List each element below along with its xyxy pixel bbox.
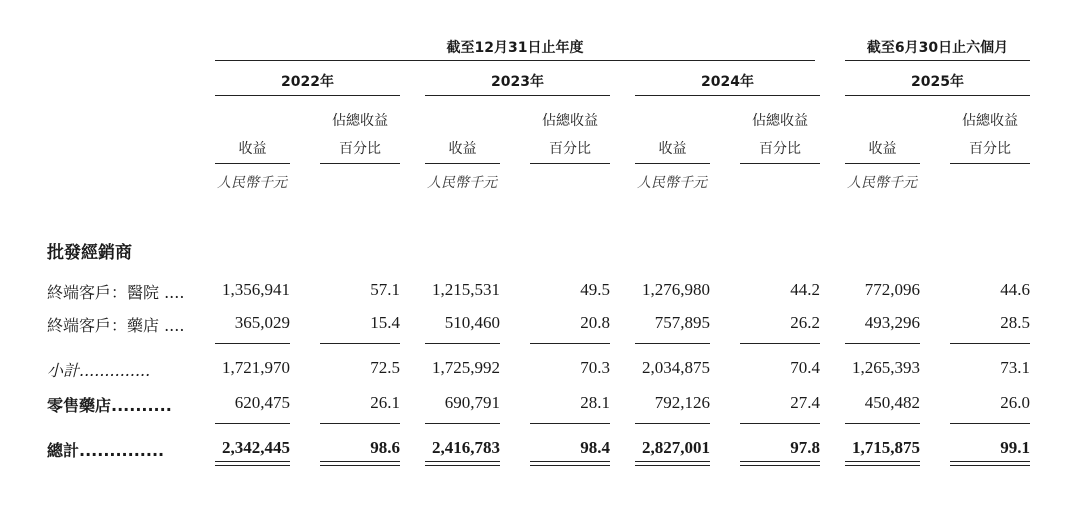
table-cell: 70.3: [580, 358, 610, 377]
double-rule: [425, 465, 500, 466]
double-rule: [740, 465, 820, 466]
double-rule: [320, 461, 400, 462]
table-cell: 757,895: [654, 313, 710, 332]
row-label-pharmacy: 終端客戶：藥店 ....: [47, 316, 185, 335]
table-cell: 26.1: [370, 393, 400, 412]
table-cell: 1,215,531: [432, 280, 500, 299]
unit-label: 人民幣千元: [637, 175, 707, 191]
subtotal-rule: [425, 343, 500, 344]
table-cell: 70.4: [790, 358, 820, 377]
unit-label: 人民幣千元: [427, 175, 497, 191]
table-cell: 450,482: [864, 393, 920, 412]
double-rule: [950, 461, 1030, 462]
table-cell: 28.5: [1000, 313, 1030, 332]
row-label-total: 總計..............: [47, 441, 165, 460]
col-header-pct-line1: 佔總收益: [752, 113, 808, 129]
double-rule: [530, 465, 610, 466]
table-cell: 2,827,001: [642, 438, 710, 457]
subtotal-rule: [635, 343, 710, 344]
col-header-pct-line2: 百分比: [969, 141, 1011, 157]
rule-period-a: [215, 60, 815, 61]
table-cell: 2,342,445: [222, 438, 290, 457]
row-label-retail-pharmacy: 零售藥店..........: [47, 396, 172, 415]
table-cell: 72.5: [370, 358, 400, 377]
double-rule: [845, 461, 920, 462]
col-header-revenue: 收益: [238, 141, 267, 157]
subtotal-rule: [845, 343, 920, 344]
col-header-pct-line1: 佔總收益: [332, 113, 388, 129]
table-cell: 2,034,875: [642, 358, 710, 377]
table-cell: 26.2: [790, 313, 820, 332]
section-title: 批發經銷商: [47, 243, 132, 263]
col-header-revenue: 收益: [868, 141, 897, 157]
table-cell: 97.8: [790, 438, 820, 457]
table-cell: 1,721,970: [222, 358, 290, 377]
row-label-subtotal: 小計..............: [47, 361, 151, 380]
rule-col: [320, 163, 400, 164]
total-rule: [215, 423, 290, 424]
table-cell: 493,296: [864, 313, 920, 332]
table-cell: 44.6: [1000, 280, 1030, 299]
table-cell: 28.1: [580, 393, 610, 412]
double-rule: [215, 461, 290, 462]
rule-year-2025: [845, 95, 1030, 96]
double-rule: [635, 461, 710, 462]
table-cell: 49.5: [580, 280, 610, 299]
total-rule: [425, 423, 500, 424]
double-rule: [950, 465, 1030, 466]
year-header-2023: 2023年: [491, 74, 544, 90]
rule-col: [425, 163, 500, 164]
subtotal-rule: [950, 343, 1030, 344]
table-cell: 57.1: [370, 280, 400, 299]
col-header-revenue: 收益: [658, 141, 687, 157]
total-rule: [740, 423, 820, 424]
table-cell: 98.6: [370, 438, 400, 457]
table-cell: 73.1: [1000, 358, 1030, 377]
col-header-pct-line2: 百分比: [339, 141, 381, 157]
double-rule: [530, 461, 610, 462]
subtotal-rule: [530, 343, 610, 344]
double-rule: [320, 465, 400, 466]
total-rule: [635, 423, 710, 424]
rule-period-b: [845, 60, 1030, 61]
double-rule: [215, 465, 290, 466]
table-cell: 98.4: [580, 438, 610, 457]
subtotal-rule: [740, 343, 820, 344]
rule-year-2022: [215, 95, 400, 96]
rule-col: [845, 163, 920, 164]
table-cell: 1,265,393: [852, 358, 920, 377]
table-cell: 1,715,875: [852, 438, 920, 457]
table-cell: 792,126: [654, 393, 710, 412]
col-header-pct-line2: 百分比: [549, 141, 591, 157]
period-header-six-months: 截至6月30日止六個月: [866, 40, 1009, 56]
rule-col: [740, 163, 820, 164]
total-rule: [845, 423, 920, 424]
table-cell: 772,096: [864, 280, 920, 299]
table-cell: 365,029: [234, 313, 290, 332]
rule-year-2024: [635, 95, 820, 96]
total-rule: [320, 423, 400, 424]
unit-label: 人民幣千元: [217, 175, 287, 191]
double-rule: [635, 465, 710, 466]
table-cell: 99.1: [1000, 438, 1030, 457]
table-cell: 510,460: [444, 313, 500, 332]
table-cell: 2,416,783: [432, 438, 500, 457]
table-cell: 15.4: [370, 313, 400, 332]
double-rule: [845, 465, 920, 466]
col-header-pct-line1: 佔總收益: [542, 113, 598, 129]
year-header-2025: 2025年: [911, 74, 964, 90]
period-header-year-ended: 截至12月31日止年度: [446, 40, 584, 56]
total-rule: [950, 423, 1030, 424]
table-cell: 20.8: [580, 313, 610, 332]
col-header-pct-line1: 佔總收益: [962, 113, 1018, 129]
rule-year-2023: [425, 95, 610, 96]
double-rule: [425, 461, 500, 462]
subtotal-rule: [320, 343, 400, 344]
table-cell: 1,276,980: [642, 280, 710, 299]
rule-col: [215, 163, 290, 164]
table-cell: 690,791: [444, 393, 500, 412]
col-header-pct-line2: 百分比: [759, 141, 801, 157]
year-header-2024: 2024年: [701, 74, 754, 90]
year-header-2022: 2022年: [281, 74, 334, 90]
table-cell: 44.2: [790, 280, 820, 299]
subtotal-rule: [215, 343, 290, 344]
rule-col: [635, 163, 710, 164]
table-cell: 1,725,992: [432, 358, 500, 377]
row-label-hospital: 終端客戶：醫院 ....: [47, 283, 185, 302]
rule-col: [530, 163, 610, 164]
table-cell: 27.4: [790, 393, 820, 412]
total-rule: [530, 423, 610, 424]
rule-col: [950, 163, 1030, 164]
table-cell: 620,475: [234, 393, 290, 412]
col-header-revenue: 收益: [448, 141, 477, 157]
double-rule: [740, 461, 820, 462]
table-cell: 26.0: [1000, 393, 1030, 412]
unit-label: 人民幣千元: [847, 175, 917, 191]
table-cell: 1,356,941: [222, 280, 290, 299]
